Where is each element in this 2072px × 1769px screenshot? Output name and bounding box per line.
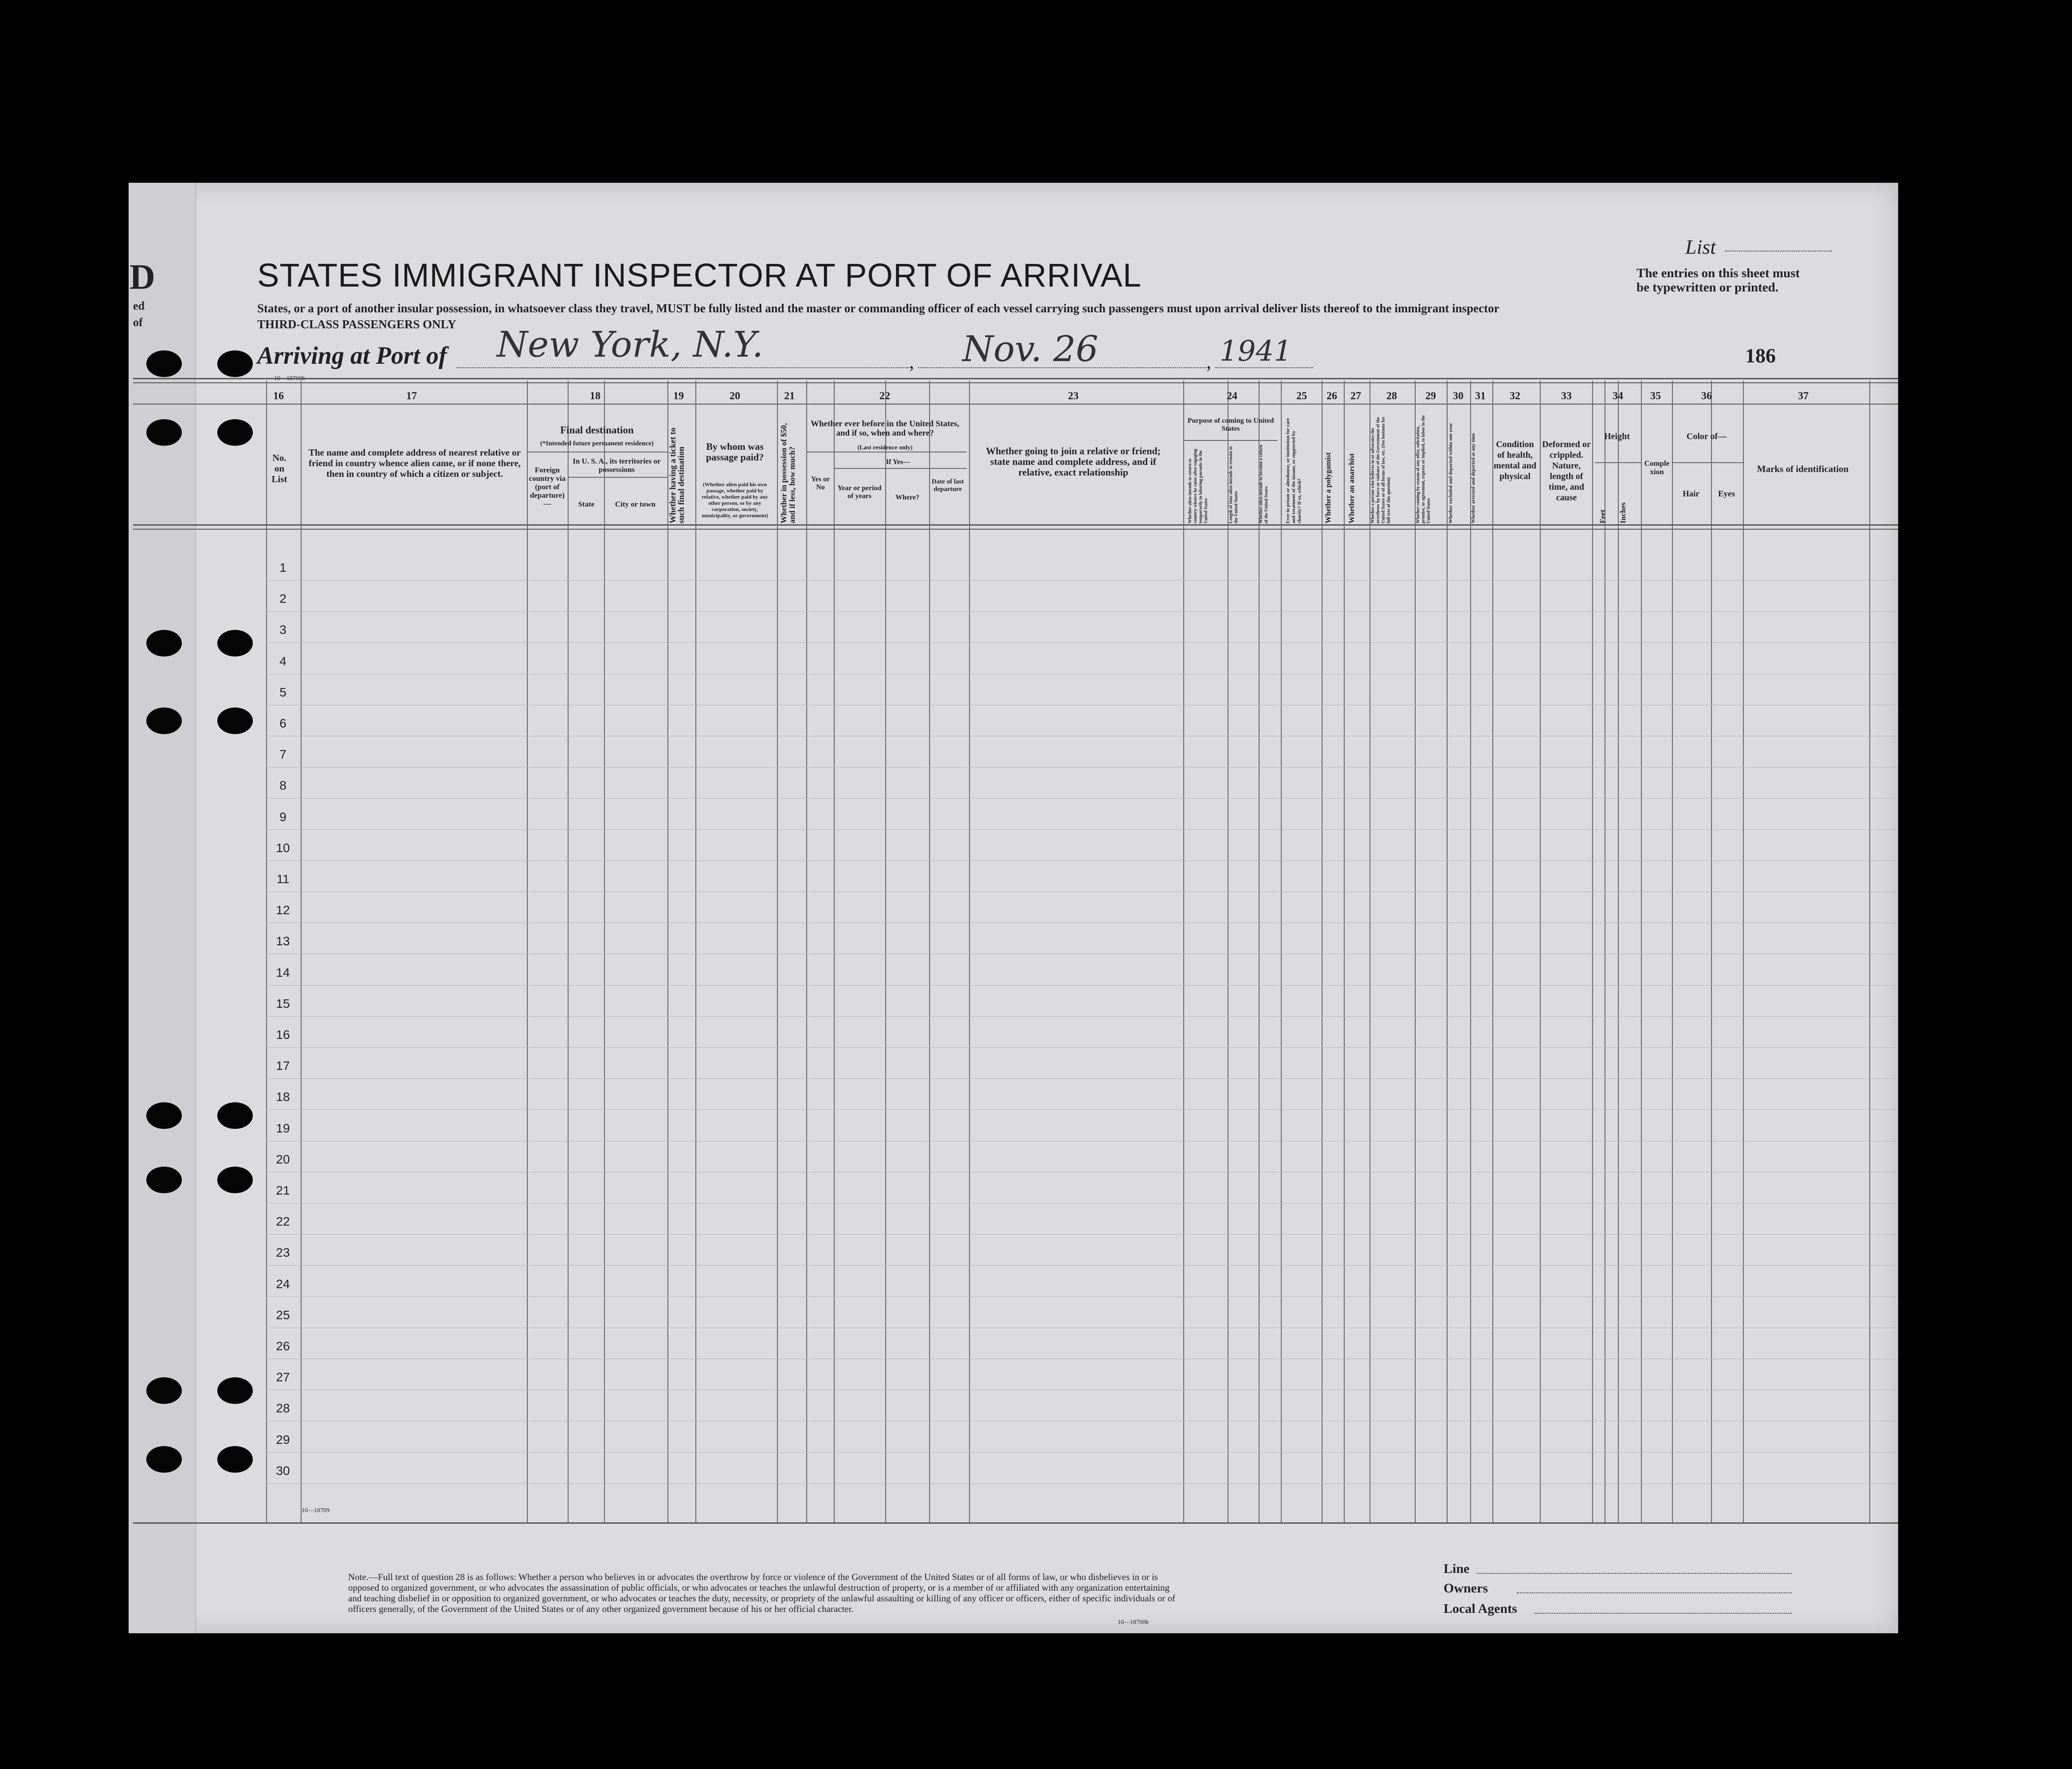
column-divider [604, 381, 605, 1523]
form-code: 10—18700b [1118, 1619, 1149, 1626]
header-height: Height [1604, 432, 1630, 441]
header-question-28: Whether a person who believes in or advocates the overthrow by force or violence of the Government of the United States or of all forms of law, etc. (See footnote for full text of this question) [1370, 417, 1391, 523]
column-divider [1618, 381, 1619, 1523]
binder-hole [146, 1377, 182, 1404]
footer-line-label: Line [1444, 1561, 1470, 1576]
header-eyes: Eyes [1718, 489, 1735, 499]
col-num: 29 [1425, 390, 1436, 402]
header-in-usa: In U. S. A., its territories or possessions [573, 457, 661, 474]
header-year-period: Year or period of years [837, 484, 882, 500]
typewritten-note: The entries on this sheet must be typewritten or printed. [1636, 266, 1800, 295]
col-num: 21 [784, 390, 795, 402]
binder-hole [146, 1167, 182, 1193]
row-number: 6 [279, 716, 286, 730]
sheet-fold-edge [129, 183, 196, 1633]
header-excluded: Whether excluded and deported within one year [1448, 423, 1453, 523]
row-number: 3 [279, 623, 286, 637]
header-prison: Ever in prison or almshouse, or institution for care and treatment of the insane, or supported by charity? If so, which? [1285, 418, 1302, 523]
header-arrested: Whether arrested and deported at any time [1471, 433, 1476, 523]
binder-hole [146, 1446, 182, 1473]
col-num: 26 [1326, 390, 1337, 402]
row-number: 17 [276, 1059, 290, 1073]
header-subrule [568, 477, 667, 478]
comma-separator: , [909, 351, 914, 373]
header-foreign-country: Foreign country via (port of departure)— [529, 466, 566, 508]
binder-hole [146, 1102, 182, 1129]
row-number: 24 [276, 1277, 290, 1291]
header-rule [133, 404, 1898, 405]
row-rule [266, 1078, 1898, 1079]
footnote-question-28: Note.—Full text of question 28 is as follows: Whether a person who believes in or advocates the overthrow by force or violence of the Government of the United States or of all forms of law, or who disbelieves in or is opposed to organized government, or who advocates the assassination of public officials, or who advocates or teaches the unlawful destruction of property, or is a member of or affiliated with any organization entertaining and teaching disbelief in or opposition to organized government, or who advocates or teaches the duty, necessity, or propriety of the unlawful assaulting or killing of any officer or officers, either of specific individuals or of officers generally, of the Government of the United States or of any other organized government because of his or her official character. [348, 1572, 1176, 1614]
column-divider [1447, 381, 1448, 1523]
row-number: 12 [276, 903, 290, 917]
col-num: 30 [1453, 390, 1464, 402]
binder-hole [146, 630, 182, 656]
arriving-label: Arriving at Port of [257, 342, 447, 370]
footer-line-field [1477, 1573, 1792, 1574]
header-purpose: Purpose of coming to United States [1187, 417, 1274, 432]
header-rule [133, 529, 1898, 530]
footer-agents-field [1534, 1613, 1792, 1614]
footer-rule [133, 1522, 1898, 1524]
column-divider [1470, 381, 1471, 1523]
margin-fragment: of [133, 316, 143, 329]
binder-hole [217, 419, 253, 446]
header-health: Condition of health, mental and physical [1493, 440, 1537, 481]
column-divider [1183, 381, 1184, 1523]
header-subrule [1595, 462, 1641, 463]
column-divider [1641, 381, 1642, 1523]
binder-hole [217, 1377, 253, 1404]
column-divider [1415, 381, 1416, 1523]
row-number: 14 [276, 965, 290, 979]
column-divider [834, 381, 835, 1523]
row-rule [266, 985, 1898, 986]
column-divider [777, 381, 778, 1523]
row-number: 15 [276, 996, 290, 1010]
header-final-destination: Final destination [560, 425, 634, 436]
row-rule [266, 642, 1898, 643]
row-number: 11 [276, 872, 290, 886]
binder-hole [217, 630, 253, 656]
page-title: STATES IMMIGRANT INSPECTOR AT PORT OF ARRIVAL [257, 257, 1142, 294]
header-fifty-dollars: Whether in possession of $50, and if less, how much? [779, 423, 797, 523]
header-city: City or town [615, 500, 656, 508]
header-state: State [578, 500, 595, 508]
row-rule [266, 580, 1898, 581]
manifest-sheet [129, 183, 1898, 1633]
col-num: 19 [673, 390, 684, 402]
column-divider [1540, 381, 1541, 1523]
row-number: 10 [276, 841, 290, 855]
row-number: 1 [279, 561, 286, 574]
column-divider [885, 381, 886, 1523]
header-feet: Feet [1598, 509, 1607, 523]
header-complexion: Complexion [1644, 459, 1670, 476]
header-last-residence: (Last residence only) [857, 444, 913, 451]
header-where: Where? [895, 494, 919, 501]
binder-hole [217, 708, 253, 734]
header-instructions: States, or a port of another insular possession, in whatsoever class they travel, MUST be fully listed and the master or commanding officer of each vessel carrying such passengers must upon arrival deliver lists thereof to the immigrant inspector [257, 302, 1499, 315]
col-num: 34 [1613, 390, 1623, 402]
row-number: 20 [276, 1152, 290, 1166]
col-num: 27 [1350, 390, 1361, 402]
column-divider [1259, 381, 1260, 1523]
binder-hole [217, 1167, 253, 1193]
binder-hole [146, 708, 182, 734]
footer-owners-field [1517, 1592, 1792, 1593]
header-polygamist: Whether a polygamist [1324, 452, 1332, 523]
column-divider [969, 381, 970, 1523]
binder-hole [146, 419, 182, 446]
header-passage-paid: By whom was passage paid? [706, 441, 764, 463]
comma-separator: , [1206, 351, 1211, 373]
footer-agents-label: Local Agents [1444, 1601, 1517, 1616]
col-num: 18 [590, 390, 600, 402]
col-num: 28 [1386, 390, 1397, 402]
header-labor-offer: Whether coming by reason of any offer, solicitation, promise, or agreement, express or implied, to labor in the United States [1416, 415, 1431, 523]
form-code: 10—18709 [302, 1507, 330, 1514]
row-number: 28 [276, 1401, 290, 1415]
column-divider [1344, 381, 1345, 1523]
row-rule [266, 1265, 1898, 1266]
passenger-class: THIRD-CLASS PASSENGERS ONLY [257, 318, 456, 331]
column-divider [1672, 381, 1673, 1523]
list-number: 186 [1745, 344, 1776, 367]
header-color-of: Color of— [1686, 432, 1727, 441]
header-rule [133, 382, 1898, 383]
header-ticket: Whether having a ticket to such final destination [668, 427, 686, 523]
port-handwritten: New York, N.Y. [497, 324, 764, 365]
col-num: 24 [1227, 390, 1237, 402]
margin-fragment: ed [133, 299, 145, 312]
header-anarchist: Whether an anarchist [1347, 453, 1356, 523]
row-number: 7 [279, 747, 286, 762]
column-divider [695, 381, 696, 1523]
row-number: 25 [276, 1308, 290, 1322]
row-number: 2 [279, 592, 286, 606]
row-number: 5 [279, 685, 286, 699]
list-line [1725, 251, 1832, 252]
row-rule [266, 1109, 1898, 1110]
column-divider [301, 381, 302, 1523]
binder-hole [146, 350, 182, 377]
col-num: 37 [1798, 390, 1809, 402]
header-if-yes: If Yes— [886, 458, 910, 466]
year-handwritten: 1941 [1220, 335, 1292, 368]
row-number: 18 [276, 1090, 290, 1104]
row-number: 16 [276, 1028, 290, 1042]
row-number: 29 [276, 1432, 290, 1447]
list-label: List [1685, 236, 1716, 258]
header-subrule [1183, 440, 1277, 441]
row-rule [266, 1452, 1898, 1453]
header-rule [133, 378, 1898, 379]
footer-owners-label: Owners [1444, 1581, 1488, 1596]
col-num: 20 [730, 390, 740, 402]
header-purpose-return: Whether alien intends to return to country whence he came after engaging temporarily in laboring pursuits in the United States [1188, 448, 1209, 523]
header-date-departure: Date of last departure [931, 478, 964, 493]
header-subrule [1672, 462, 1743, 463]
header-subrule [834, 468, 967, 469]
column-divider [1592, 381, 1593, 1523]
header-deformed: Deformed or crippled. Nature, length of time, and cause [1542, 440, 1591, 503]
col-num: 36 [1701, 390, 1712, 402]
row-number: 13 [276, 934, 290, 948]
header-hair: Hair [1683, 489, 1699, 499]
column-divider [266, 381, 267, 1523]
row-number: 8 [279, 778, 286, 793]
margin-fragment: D [130, 258, 155, 297]
col-num: 33 [1561, 390, 1572, 402]
column-divider [806, 381, 807, 1523]
col-num: 31 [1475, 390, 1486, 402]
row-number: 30 [276, 1463, 290, 1478]
col-num: 35 [1650, 390, 1661, 402]
row-number: 23 [276, 1246, 290, 1260]
column-divider [1281, 381, 1282, 1523]
row-number: 9 [279, 810, 286, 824]
row-rule [266, 611, 1898, 612]
row-rule [266, 1016, 1898, 1017]
binder-hole [217, 350, 253, 377]
row-number: 19 [276, 1121, 290, 1135]
header-purpose-length: Length of time alien intends to remain in the United States [1228, 446, 1239, 523]
column-divider [568, 381, 569, 1523]
col-num: 25 [1296, 390, 1307, 402]
header-marks: Marks of identification [1757, 464, 1849, 474]
column-divider [1869, 381, 1870, 1523]
col-num: 22 [879, 390, 890, 402]
header-going-to-join: Whether going to join a relative or friend; state name and complete address, and if relative, exact relationship [985, 445, 1161, 478]
column-divider [1492, 381, 1493, 1523]
col-num: 23 [1068, 390, 1079, 402]
header-purpose-citizen: Whether alien intends to become a citizen of the United States [1259, 444, 1269, 523]
row-number: 21 [276, 1183, 290, 1197]
col-num: 32 [1510, 390, 1520, 402]
binder-hole [217, 1446, 253, 1473]
header-yes-no: Yes or No [811, 476, 830, 491]
column-divider [929, 381, 930, 1523]
col-num: 16 [273, 390, 284, 402]
date-handwritten: Nov. 26 [962, 328, 1099, 370]
column-divider [1711, 381, 1712, 1523]
row-number: 4 [279, 654, 286, 668]
row-number: 27 [276, 1370, 290, 1384]
col-num: 17 [406, 390, 417, 402]
row-number: 22 [276, 1215, 290, 1229]
header-inches: Inches [1619, 502, 1627, 523]
port-line [457, 367, 909, 368]
header-no-on-list: No. on List [271, 452, 287, 484]
header-final-destination-note: (*Intended future permanent residence) [540, 440, 654, 447]
row-rule [266, 1483, 1898, 1484]
row-number: 26 [276, 1339, 290, 1353]
header-ever-before: Whether ever before in the United States, and if so, when and where? [810, 419, 960, 438]
column-divider [527, 381, 528, 1523]
column-divider [667, 381, 668, 1523]
header-nearest-relative: The name and complete address of nearest relative or friend in country whence alien came, or if none there, then in country of which a citizen or subject. [308, 447, 521, 479]
header-rule [133, 524, 1898, 526]
header-passage-paid-note: (Whether alien paid his own passage, whether paid by relative, whether paid by any other person, or by any corporation, society, municipality, or government) [702, 481, 768, 519]
row-rule [266, 1047, 1898, 1048]
binder-hole [217, 1102, 253, 1129]
column-divider [1743, 381, 1744, 1523]
row-rule [266, 829, 1898, 830]
form-code: 10—18700b [274, 375, 305, 382]
